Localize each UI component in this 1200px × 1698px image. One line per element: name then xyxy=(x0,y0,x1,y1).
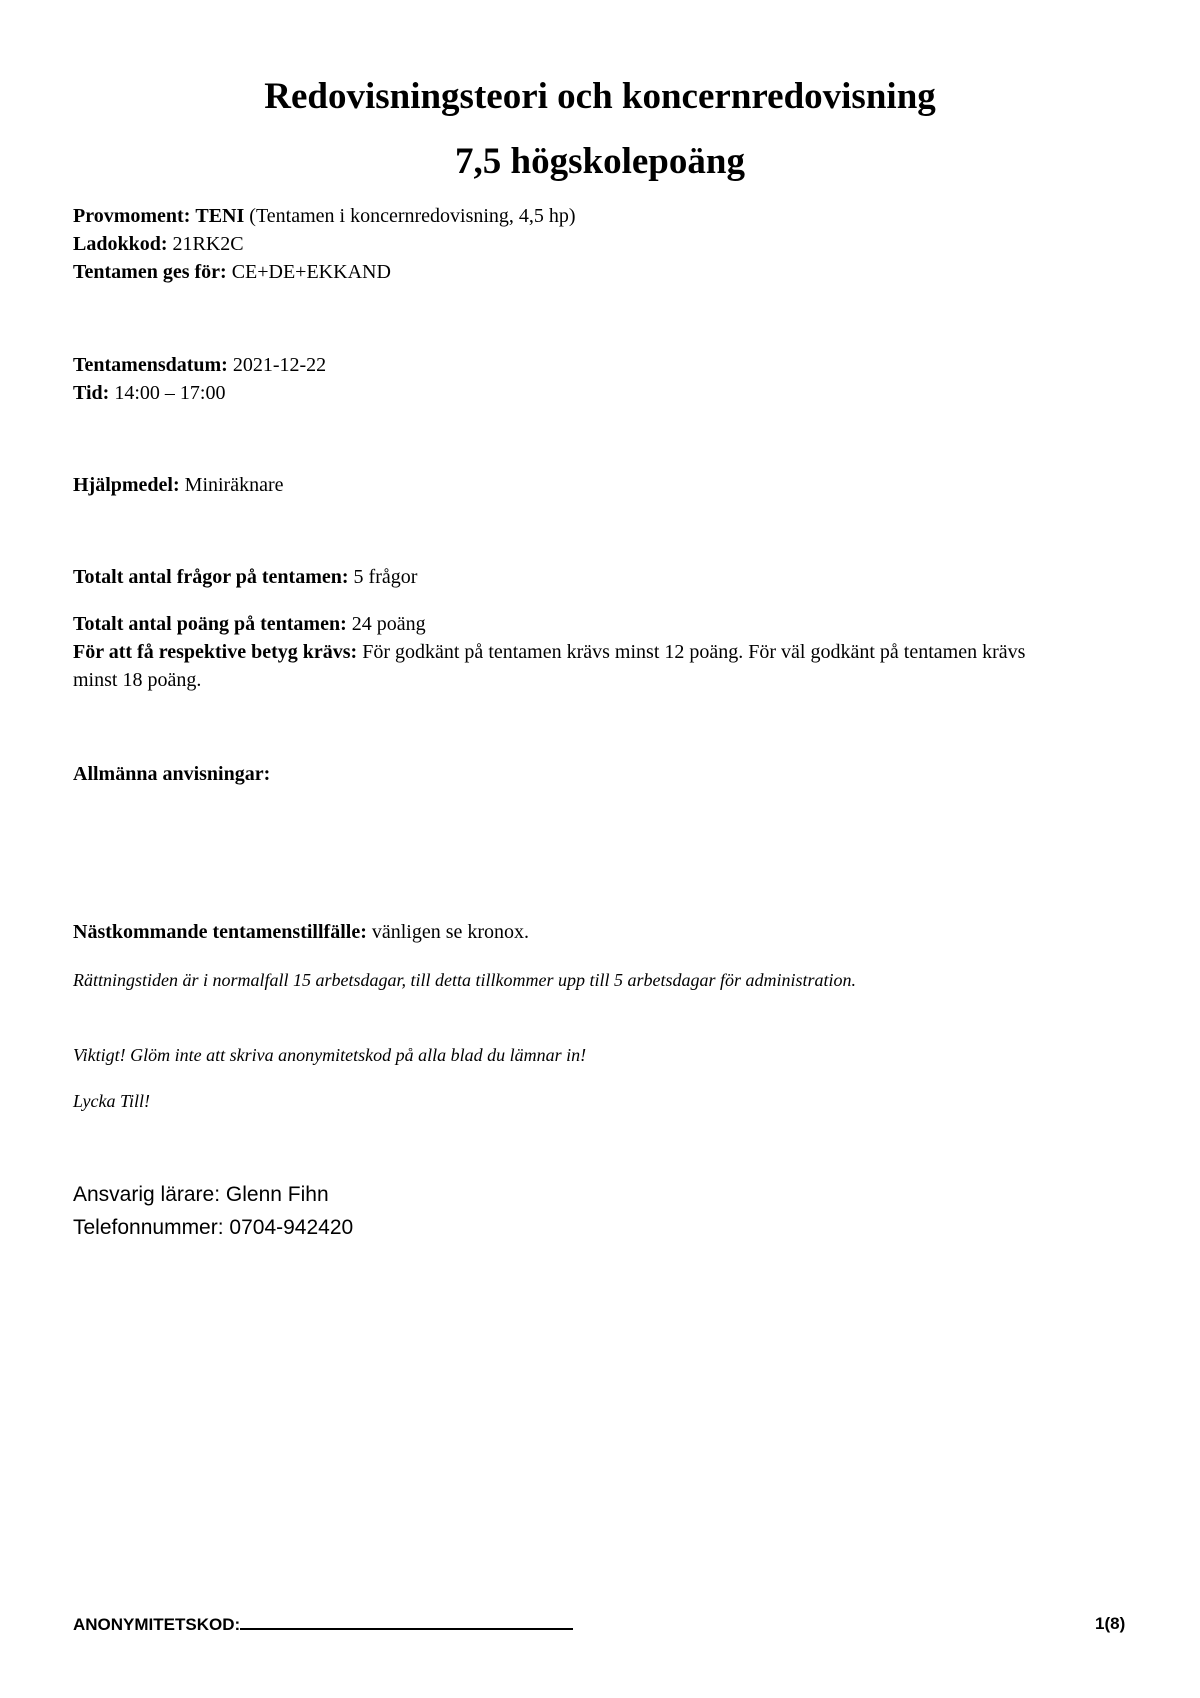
phone-line: Telefonnummer: 0704-942420 xyxy=(73,1216,354,1239)
betyg-line xyxy=(73,638,1073,694)
hjalpmedel-label: Hjälpmedel: xyxy=(73,474,180,496)
betyg-value: För godkänt på tentamen krävs minst 12 poäng. För väl godkänt på tentamen krävs minst 18 poäng. xyxy=(73,641,1026,691)
page-number: 1(8) xyxy=(1095,1614,1126,1633)
tid-line xyxy=(73,379,225,407)
nasta-value: vänligen se kronox. xyxy=(371,921,530,943)
teacher-line: Ansvarig lärare: Glenn Fihn xyxy=(73,1183,329,1206)
anvisningar-line xyxy=(73,760,270,788)
anvisningar-label: Allmänna anvisningar: xyxy=(73,763,271,785)
fragor-value: 5 frågor xyxy=(353,566,418,588)
ladokkod-label: Ladokkod: xyxy=(73,233,168,255)
betyg-label: För att få respektive betyg krävs: xyxy=(73,641,358,663)
datum-line xyxy=(73,351,326,379)
poang-value: 24 poäng xyxy=(351,613,426,635)
ladokkod-value: 21RK2C xyxy=(172,233,244,255)
poang-line xyxy=(73,610,426,638)
tid-label: Tid: xyxy=(73,382,110,404)
fragor-line xyxy=(73,563,417,591)
provmoment-code: TENI xyxy=(195,205,245,227)
rattningstid-note: Rättningstiden är i normalfall 15 arbetsdagar, till detta tillkommer upp till 5 arbetsdagar för administration. xyxy=(73,970,857,990)
ges-for-value: CE+DE+EKKAND xyxy=(231,261,391,283)
hjalpmedel-value: Miniräknare xyxy=(184,474,284,496)
datum-value: 2021-12-22 xyxy=(232,354,327,376)
provmoment-desc: (Tentamen i koncernredovisning, 4,5 hp) xyxy=(249,205,576,227)
anonymity-code-field xyxy=(73,1612,573,1637)
course-credits: 7,5 högskolepoäng xyxy=(455,141,745,182)
ges-for-line xyxy=(73,258,391,286)
ges-for-label: Tentamen ges för: xyxy=(73,261,227,283)
poang-label: Totalt antal poäng på tentamen: xyxy=(73,613,347,635)
provmoment-line xyxy=(73,202,576,230)
anonymity-code-label: ANONYMITETSKOD: xyxy=(73,1615,241,1634)
hjalpmedel-line xyxy=(73,471,284,499)
course-title: Redovisningsteori och koncernredovisning xyxy=(264,76,936,117)
viktigt-note: Viktigt! Glöm inte att skriva anonymitetskod på alla blad du lämnar in! xyxy=(73,1045,587,1065)
anonymity-code-blank xyxy=(240,1612,573,1630)
datum-label: Tentamensdatum: xyxy=(73,354,228,376)
nasta-label: Nästkommande tentamenstillfälle: xyxy=(73,921,367,943)
nasta-line xyxy=(73,918,529,946)
lycka-till-note: Lycka Till! xyxy=(73,1091,150,1111)
fragor-label: Totalt antal frågor på tentamen: xyxy=(73,566,349,588)
provmoment-label: Provmoment: xyxy=(73,205,191,227)
tid-value: 14:00 – 17:00 xyxy=(114,382,226,404)
ladokkod-line xyxy=(73,230,244,258)
